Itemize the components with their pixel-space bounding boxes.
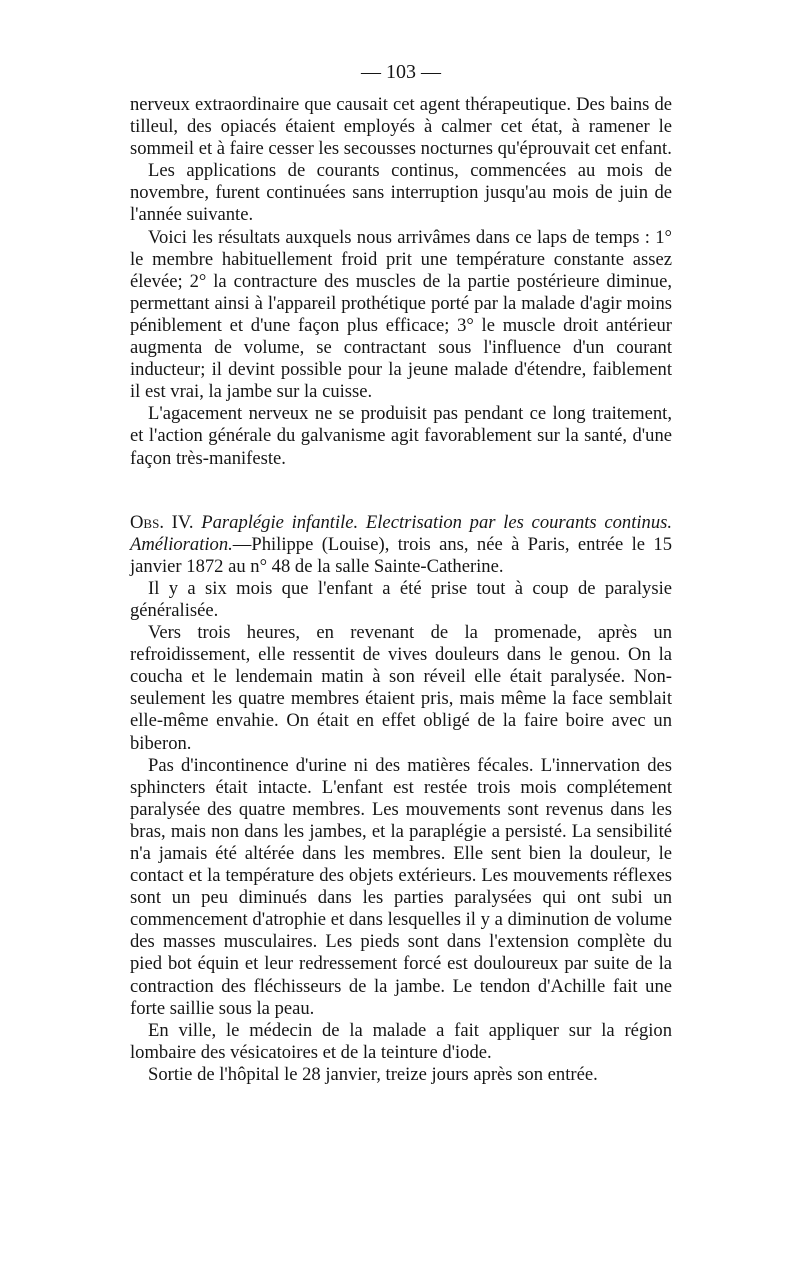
paragraph-agacement: L'agacement nerveux ne se produisit pas pendant ce long traitement, et l'action générale du galvanisme agit favorablement sur la santé, d'une façon très-manifeste. (130, 403, 672, 469)
paragraph-continued: nerveux extraordinaire que causait cet agent thérapeutique. Des bains de tilleul, des opiacés étaient employés à calmer cet état, à ramener le sommeil et à faire cesser les secousses nocturnes qu'éprouvait cet enfant. (130, 94, 672, 160)
observation-label: Obs. IV. (130, 511, 194, 533)
paragraph-resultats: Voici les résultats auxquels nous arrivâmes dans ce laps de temps : 1° le membre habituellement froid prit une température constante assez élevée; 2° la contracture des muscles de la partie postérieure diminue, permettant ainsi à l'appareil prothétique porté par la malade d'agir moins péniblement et d'une façon plus efficace; 3° le muscle droit antérieur augmenta de volume, se contractant sous l'influence d'un courant inducteur; il devint possible pour la jeune malade d'étendre, faiblement il est vrai, la jambe sur la cuisse. (130, 226, 672, 403)
page-number: — 103 — (361, 61, 441, 83)
paragraph-trois-heures: Vers trois heures, en revenant de la promenade, après un refroidissement, elle ressentit de vives douleurs dans le genou. On la coucha et le lendemain matin à son réveil elle était paralysée. Non-seulement les quatre membres étaient pris, mais même la face semblait elle-même envahie. On était en effet obligé de la faire boire avec un biberon. (130, 622, 672, 754)
section-spacer (130, 470, 672, 512)
paragraph-en-ville: En ville, le médecin de la malade a fait appliquer sur la région lombaire des vésicatoires et de la teinture d'iode. (130, 1019, 672, 1063)
observation-intro: —Philippe (Louise), trois ans, née à Paris, entrée le 15 janvier 1872 au n° 48 de la salle Sainte-Catherine. (130, 533, 672, 577)
observation-title: Paraplégie infantile. Electrisation par les courants continus. Amélioration. (130, 511, 672, 555)
observation-heading (130, 512, 672, 578)
paragraph-six-mois: Il y a six mois que l'enfant a été prise tout à coup de paralysie généralisée. (130, 577, 672, 621)
paragraph-sortie: Sortie de l'hôpital le 28 janvier, treize jours après son entrée. (148, 1063, 598, 1085)
book-page (130, 58, 672, 1086)
paragraph-incontinence: Pas d'incontinence d'urine ni des matières fécales. L'innervation des sphincters était intacte. L'enfant est restée trois mois complétement paralysée des quatre membres. Les mouvements sont revenus dans les bras, mais non dans les jambes, et la paraplégie a persisté. La sensibilité n'a jamais été altérée dans les membres. Elle sent bien la douleur, le contact et la température des objets extérieurs. Les mouvements réflexes sont un peu diminués dans les parties paralysées qui ont subi un commencement d'atrophie et dans lesquelles il y a diminution de volume des masses musculaires. Les pieds sont dans l'extension complète du pied bot équin et leur redressement forcé est douloureux par suite de la contraction des fléchisseurs de la jambe. Le tendon d'Achille fait une forte saillie sous la peau. (130, 754, 672, 1019)
paragraph-courants-continus: Les applications de courants continus, commencées au mois de novembre, furent continuées sans interruption jusqu'au mois de juin de l'année suivante. (130, 160, 672, 226)
